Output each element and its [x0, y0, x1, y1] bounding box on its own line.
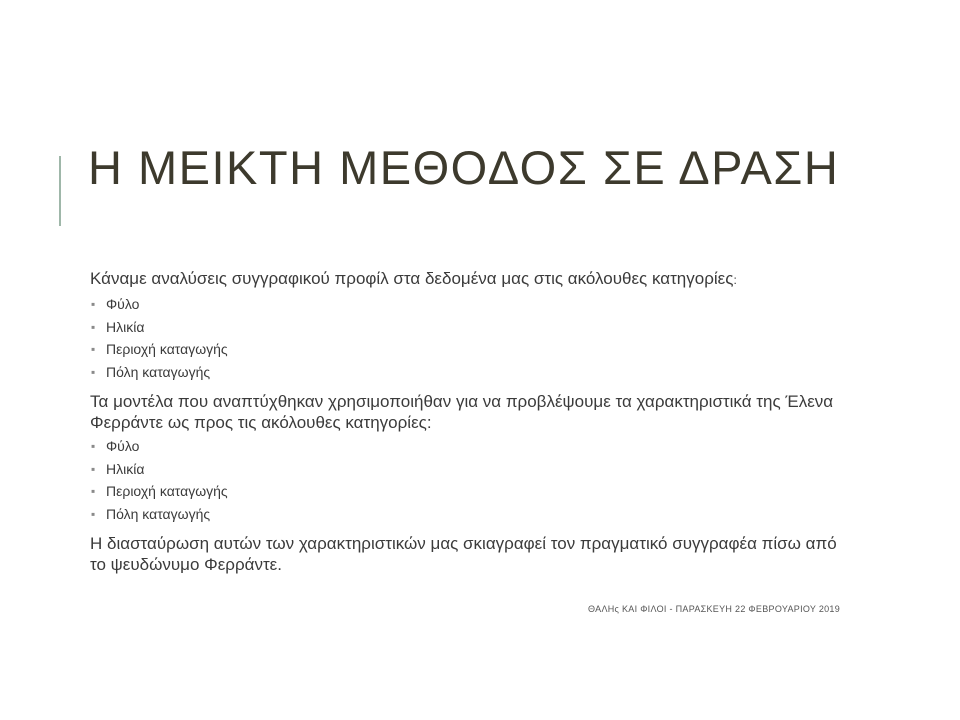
conclusion-paragraph: Η διασταύρωση αυτών των χαρακτηριστικών μας σκιαγραφεί τον πραγματικό συγγραφέα πίσω από το ψευδώνυμο Φερράντε.	[90, 534, 837, 574]
intro-text: Κάναμε αναλύσεις συγγραφικού προφίλ στα δεδομένα μας στις ακόλουθες κατηγορίες	[90, 269, 734, 288]
bullet-icon: ▪	[91, 364, 96, 379]
bullet-icon: ▪	[91, 484, 96, 498]
slide-footer: ΘΑΛΗς ΚΑΙ ΦΙΛΟΙ - ΠΑΡΑΣΚΕΥΗ 22 ΦΕΒΡΟΥΑΡΙΟΥ 2019	[588, 604, 841, 614]
intro-colon: :	[733, 273, 737, 287]
intro-paragraph	[90, 268, 850, 291]
bullet-icon: ▪	[91, 439, 96, 453]
list-item: ▪ Περιοχή καταγωγής	[90, 480, 850, 503]
list-item: ▪ Ηλικία	[90, 316, 850, 339]
bullet-icon: ▪	[91, 506, 96, 521]
list-item: ▪ Πόλη καταγωγής	[90, 361, 850, 384]
slide-title: Η ΜΕΙΚΤΗ ΜΕΘΟΔΟΣ ΣΕ ΔΡΑΣΗ	[88, 141, 840, 194]
list-item: ▪ Περιοχή καταγωγής	[90, 338, 850, 361]
title-accent-bar	[59, 156, 61, 226]
slide-content	[90, 268, 850, 575]
bullet-icon: ▪	[91, 297, 96, 311]
categories-list	[90, 293, 850, 383]
list-item: ▪ Φύλο	[90, 293, 850, 316]
bullet-icon: ▪	[91, 319, 96, 334]
list-item: ▪ Φύλο	[90, 435, 850, 458]
list-item: ▪ Πόλη καταγωγής	[90, 503, 850, 526]
prediction-categories-list	[90, 435, 850, 525]
models-paragraph: Τα μοντέλα που αναπτύχθηκαν χρησιμοποιήθαν για να προβλέψουμε τα χαρακτηριστικά της Έλενα Φερράντε ως προς τις ακόλουθες κατηγορίες:	[90, 392, 834, 432]
bullet-icon: ▪	[91, 461, 96, 476]
bullet-icon: ▪	[91, 342, 96, 356]
list-item: ▪ Ηλικία	[90, 458, 850, 481]
